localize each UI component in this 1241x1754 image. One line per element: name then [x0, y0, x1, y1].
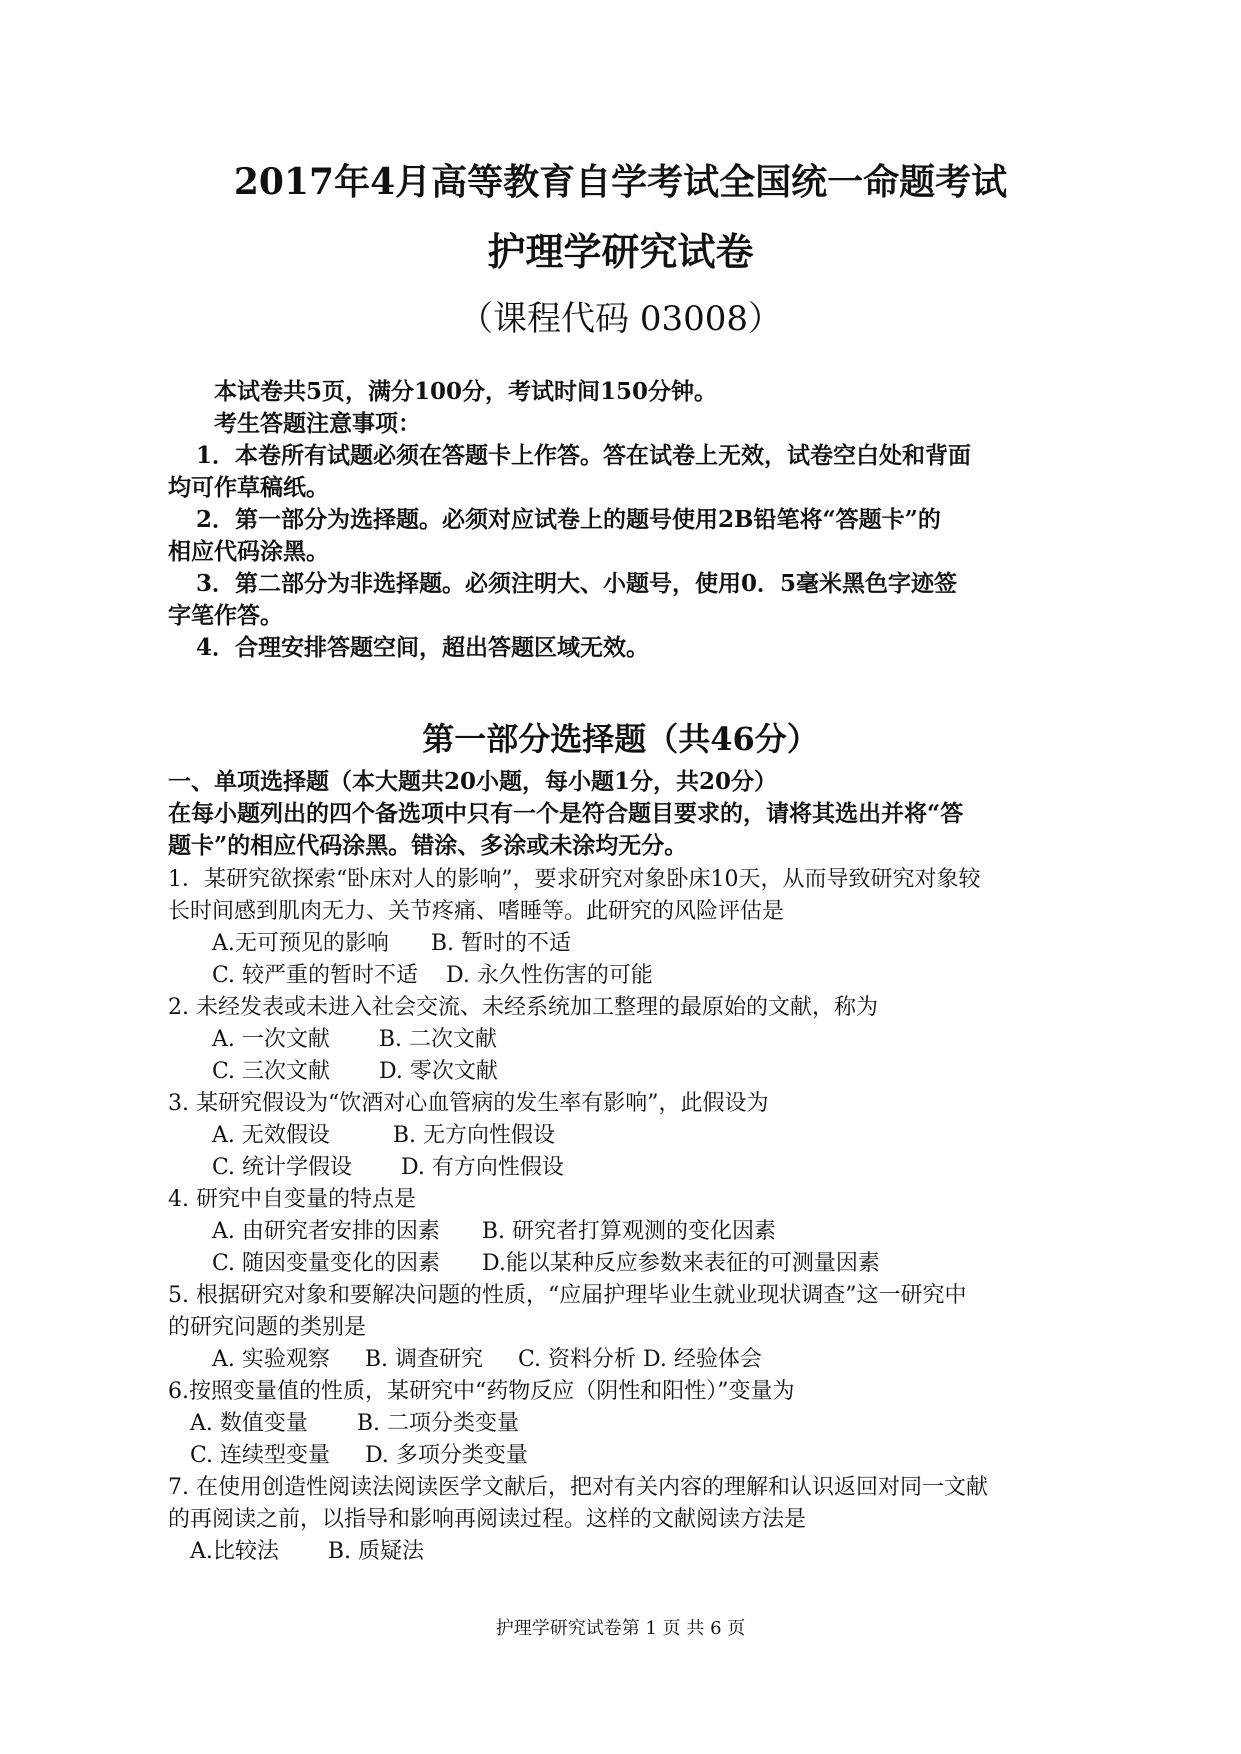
section-instruction-line-1: 在每小题列出的四个备选项中只有一个是符合题目要求的，请将其选出并将“答: [168, 800, 964, 827]
section-title: 一、单项选择题（本大题共20小题，每小题1分，共20分）: [168, 768, 778, 795]
question-1-stem-cont: 长时间感到肌肉无力、关节疼痛、嗜睡等。此研究的风险评估是: [168, 899, 785, 924]
question-3-options-ab: A. 无效假设 B. 无方向性假设: [212, 1123, 555, 1148]
part-one-title: 第一部分选择题（共46分）: [422, 720, 819, 758]
section-instruction-line-2: 题卡”的相应代码涂黑。错涂、多涂或未涂均无分。: [168, 832, 688, 859]
question-2-options-cd: C. 三次文献 D. 零次文献: [212, 1059, 498, 1084]
question-6-options-cd: C. 连续型变量 D. 多项分类变量: [190, 1443, 528, 1468]
page-footer: 护理学研究试卷第 1 页 共 6 页: [495, 1618, 746, 1639]
notice-heading: 考生答题注意事项：: [214, 410, 421, 437]
section-instructions: [168, 766, 1048, 862]
notice-item-4: 4．合理安排答题空间，超出答题区域无效。: [196, 634, 650, 661]
question-1-options-cd: C. 较严重的暂时不适 D. 永久性伤害的可能: [212, 963, 653, 988]
notice-summary: 本试卷共5页，满分100分，考试时间150分钟。: [214, 378, 718, 405]
question-1-options-ab: A.无可预见的影响 B. 暂时的不适: [212, 931, 571, 956]
question-6-options-ab: A. 数值变量 B. 二项分类变量: [190, 1411, 519, 1436]
question-4-options-ab: A. 由研究者安排的因素 B. 研究者打算观测的变化因素: [212, 1219, 776, 1244]
question-2-stem: 2. 未经发表或未进入社会交流、未经系统加工整理的最原始的文献，称为: [168, 995, 878, 1020]
question-3-options-cd: C. 统计学假设 D. 有方向性假设: [212, 1155, 564, 1180]
question-5-stem: 5. 根据研究对象和要解决问题的性质，“应届护理毕业生就业现状调查”这一研究中: [168, 1283, 967, 1308]
question-5-options: A. 实验观察 B. 调查研究 C. 资料分析 D. 经验体会: [212, 1347, 762, 1372]
course-code: （课程代码 03008）: [459, 299, 782, 339]
question-7-stem: 7. 在使用创造性阅读法阅读医学文献后，把对有关内容的理解和认识返回对同一文献: [168, 1475, 988, 1500]
question-4-options-cd: C. 随因变量变化的因素 D.能以某种反应参数来表征的可测量因素: [212, 1251, 880, 1276]
question-7-stem-cont: 的再阅读之前，以指导和影响再阅读过程。这样的文献阅读方法是: [168, 1507, 807, 1532]
question-1-stem: 1．某研究欲探索“卧床对人的影响”，要求研究对象卧床10天，从而导致研究对象较: [168, 867, 981, 892]
notice-item-2-cont: 相应代码涂黑。: [168, 538, 329, 565]
exam-title: 2017年4月高等教育自学考试全国统一命题考试: [233, 161, 1008, 203]
question-7-options-ab: A.比较法 B. 质疑法: [190, 1539, 424, 1564]
question-2-options-ab: A. 一次文献 B. 二次文献: [212, 1027, 497, 1052]
notice-item-1: 1．本卷所有试题必须在答题卡上作答。答在试卷上无效，试卷空白处和背面: [196, 442, 972, 469]
question-list: [168, 864, 1048, 1568]
exam-notice: [168, 376, 1068, 664]
question-3-stem: 3. 某研究假设为“饮酒对心血管病的发生率有影响”，此假设为: [168, 1091, 769, 1116]
notice-item-3-cont: 字笔作答。: [168, 602, 283, 629]
notice-item-1-cont: 均可作草稿纸。: [168, 474, 329, 501]
question-4-stem: 4. 研究中自变量的特点是: [168, 1187, 416, 1212]
question-5-stem-cont: 的研究问题的类别是: [168, 1315, 367, 1340]
paper-title: 护理学研究试卷: [487, 229, 754, 274]
notice-item-2: 2．第一部分为选择题。必须对应试卷上的题号使用2B铅笔将“答题卡”的: [196, 506, 941, 533]
notice-item-3: 3．第二部分为非选择题。必须注明大、小题号，使用0．5毫米黑色字迹签: [196, 570, 958, 597]
question-6-stem: 6.按照变量值的性质，某研究中“药物反应（阴性和阳性）”变量为: [168, 1379, 795, 1404]
